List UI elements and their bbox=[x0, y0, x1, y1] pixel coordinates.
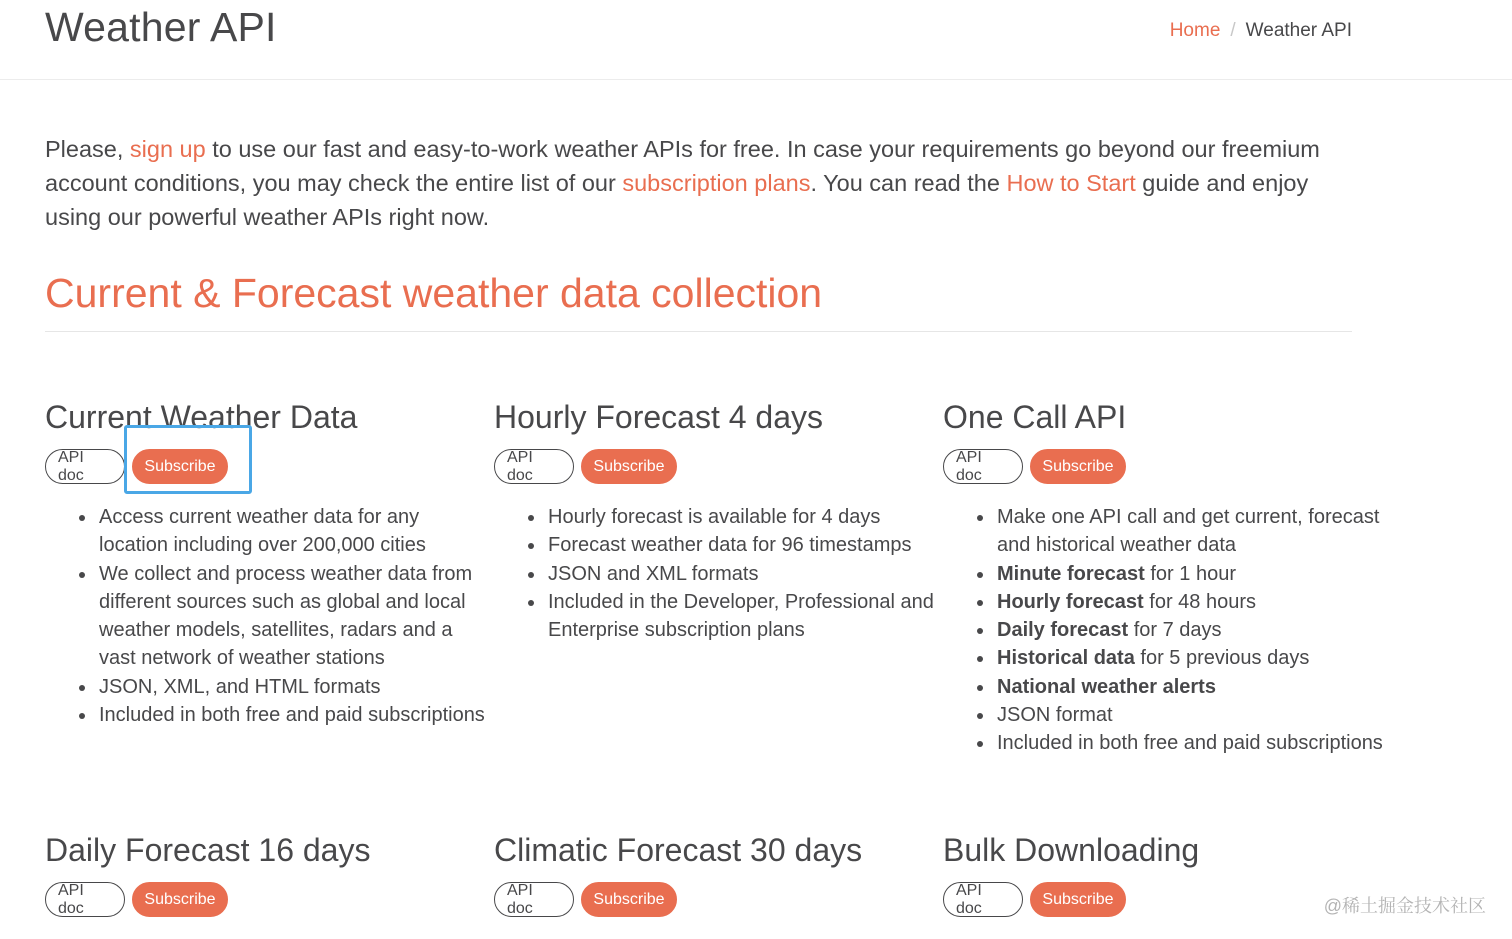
list-item-bold: Hourly forecast bbox=[997, 590, 1144, 613]
api-doc-button[interactable]: API doc bbox=[45, 882, 125, 917]
api-doc-button[interactable]: API doc bbox=[943, 449, 1023, 484]
intro-text-3: . You can read the bbox=[810, 170, 1007, 196]
intro-text-2: to use our fast and easy-to-work weather APIs for free. In case your requirements go beyond our freemium account conditions, you may check the entire list of our bbox=[45, 136, 1320, 196]
feature-list bbox=[997, 503, 1383, 758]
card-title: Daily Forecast 16 days bbox=[45, 832, 371, 868]
list-item: Forecast weather data for 96 timestamps bbox=[548, 531, 934, 559]
intro-text-1: Please, bbox=[45, 136, 130, 162]
subscription-plans-link[interactable]: subscription plans bbox=[622, 170, 811, 196]
breadcrumb-separator: / bbox=[1230, 20, 1236, 41]
list-item bbox=[997, 503, 1383, 560]
subscribe-button[interactable]: Subscribe bbox=[132, 449, 228, 484]
section-title: Current & Forecast weather data collection bbox=[45, 270, 823, 316]
card-buttons bbox=[943, 449, 1383, 484]
card-title: Current Weather Data bbox=[45, 399, 358, 435]
card-hourly-forecast bbox=[494, 397, 934, 644]
how-to-start-link[interactable]: How to Start bbox=[1006, 170, 1136, 196]
list-item-text: for 5 previous days bbox=[1134, 647, 1310, 670]
card-title: Hourly Forecast 4 days bbox=[494, 399, 824, 435]
list-item bbox=[997, 729, 1383, 757]
card-bulk-downloading bbox=[943, 830, 1383, 917]
list-item-bold: National weather alerts bbox=[997, 675, 1216, 698]
list-item: JSON and XML formats bbox=[548, 560, 934, 588]
card-buttons bbox=[45, 882, 485, 917]
list-item bbox=[997, 644, 1383, 672]
subscribe-button[interactable]: Subscribe bbox=[132, 882, 228, 917]
api-doc-button[interactable]: API doc bbox=[943, 882, 1023, 917]
watermark: @稀土掘金技术社区 bbox=[1323, 896, 1486, 916]
card-one-call-api bbox=[943, 397, 1383, 758]
list-item: JSON, XML, and HTML formats bbox=[99, 673, 485, 701]
list-item: Included in the Developer, Professional and Enterprise subscription plans bbox=[548, 588, 934, 645]
card-daily-forecast bbox=[45, 830, 485, 917]
breadcrumb bbox=[1170, 20, 1352, 42]
list-item-text: for 1 hour bbox=[1144, 562, 1236, 585]
feature-list bbox=[548, 503, 934, 644]
list-item: Access current weather data for any location including over 200,000 cities bbox=[99, 503, 485, 560]
card-buttons bbox=[943, 882, 1383, 917]
feature-list bbox=[99, 503, 485, 729]
list-item bbox=[997, 673, 1383, 701]
subscribe-button[interactable]: Subscribe bbox=[581, 449, 677, 484]
page-title: Weather API bbox=[45, 4, 277, 50]
list-item-text: Make one API call and get current, forecast and historical weather data bbox=[997, 506, 1380, 557]
list-item bbox=[997, 701, 1383, 729]
card-title: Bulk Downloading bbox=[943, 832, 1200, 868]
card-climatic-forecast bbox=[494, 830, 934, 917]
api-doc-button[interactable]: API doc bbox=[45, 449, 125, 484]
intro-text-4: guide and enjoy using our powerful weather APIs right now. bbox=[45, 170, 1309, 230]
breadcrumb-home-link[interactable]: Home bbox=[1169, 20, 1221, 41]
intro-paragraph bbox=[45, 132, 1355, 234]
card-current-weather bbox=[45, 397, 485, 729]
list-item-bold: Minute forecast bbox=[997, 562, 1145, 585]
list-item-text: Included in both free and paid subscriptions bbox=[997, 732, 1383, 755]
list-item bbox=[997, 560, 1383, 588]
card-buttons bbox=[45, 449, 485, 484]
api-doc-button[interactable]: API doc bbox=[494, 449, 574, 484]
list-item-bold: Historical data bbox=[997, 647, 1135, 670]
list-item-text: JSON format bbox=[997, 704, 1113, 727]
subscribe-button[interactable]: Subscribe bbox=[581, 882, 677, 917]
subscribe-button[interactable]: Subscribe bbox=[1030, 882, 1126, 917]
card-buttons bbox=[494, 882, 934, 917]
sign-up-link[interactable]: sign up bbox=[129, 136, 206, 162]
list-item: We collect and process weather data from different sources such as global and local weather models, satellites, radars and a vast network of weather stations bbox=[99, 560, 485, 673]
top-bar bbox=[0, 0, 1512, 80]
list-item-text: for 7 days bbox=[1128, 619, 1222, 642]
list-item-bold: Daily forecast bbox=[997, 619, 1129, 642]
card-title: One Call API bbox=[943, 399, 1127, 435]
list-item-text: for 48 hours bbox=[1143, 590, 1257, 613]
list-item: Included in both free and paid subscriptions bbox=[99, 701, 485, 729]
subscribe-button[interactable]: Subscribe bbox=[1030, 449, 1126, 484]
list-item bbox=[997, 616, 1383, 644]
api-doc-button[interactable]: API doc bbox=[494, 882, 574, 917]
section-divider bbox=[45, 331, 1352, 332]
list-item bbox=[997, 588, 1383, 616]
card-title: Climatic Forecast 30 days bbox=[494, 832, 863, 868]
breadcrumb-current: Weather API bbox=[1245, 20, 1352, 41]
card-buttons bbox=[494, 449, 934, 484]
list-item: Hourly forecast is available for 4 days bbox=[548, 503, 934, 531]
